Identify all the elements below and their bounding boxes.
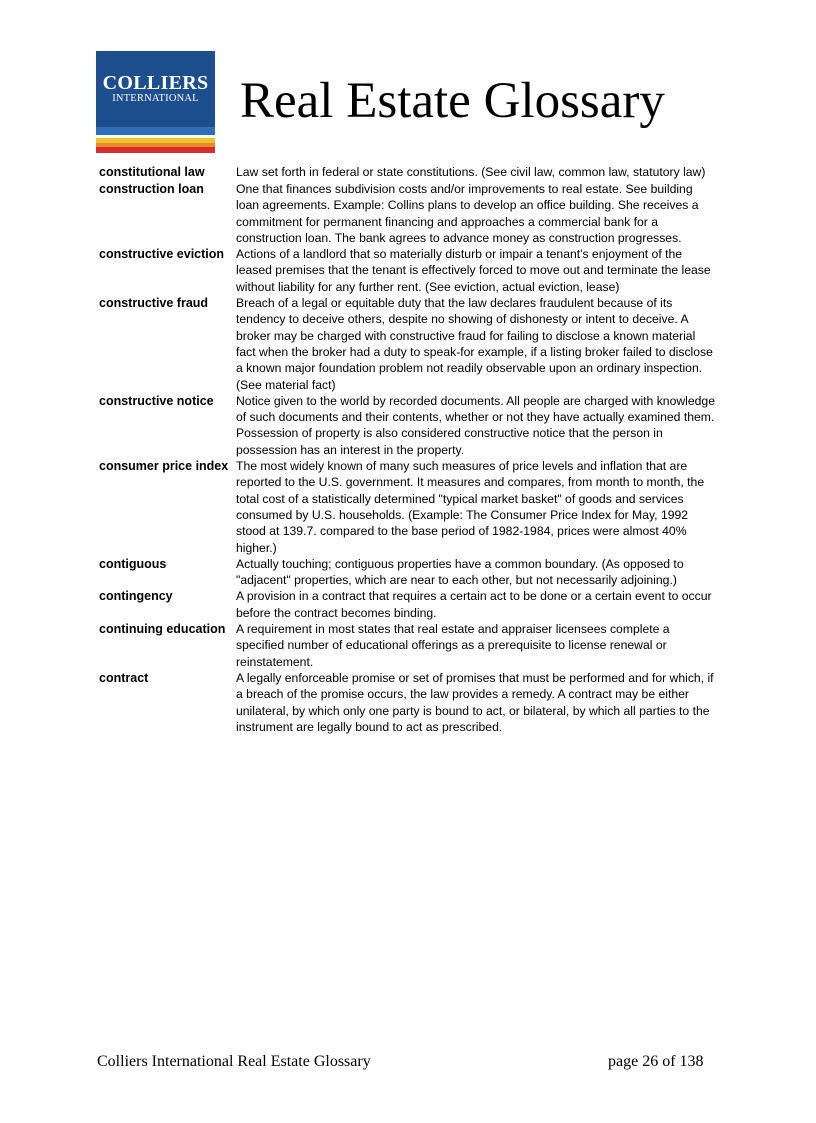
glossary-definition: Actually touching; contiguous properties have a common boundary. (As opposed to "adjacent" properties, which are near to each other, but not necessarily adjoining.) <box>236 556 684 588</box>
glossary-term: constructive eviction <box>99 247 225 262</box>
glossary-entry <box>99 246 719 295</box>
glossary-definition: A requirement in most states that real estate and appraiser licensees complete a specified number of educational offerings as a prerequisite to license renewal or reinstatement. <box>236 622 670 669</box>
glossary-entry <box>99 458 719 556</box>
glossary-list <box>99 164 719 735</box>
glossary-entry <box>99 164 719 181</box>
glossary-entry <box>99 621 719 670</box>
footer-document-title: Colliers International Real Estate Glossary <box>97 1053 371 1070</box>
glossary-definition: A provision in a contract that requires a certain act to be done or a certain event to occur before the contract becomes binding. <box>236 589 712 620</box>
logo-stripe-light-blue <box>96 127 215 135</box>
glossary-term: constitutional law <box>99 165 205 179</box>
glossary-definition: Law set forth in federal or state constitutions. (See civil law, common law, statutory law) <box>236 165 706 179</box>
glossary-term: construction loan <box>99 182 204 196</box>
glossary-term: continuing education <box>99 622 226 637</box>
glossary-entry <box>99 393 719 458</box>
glossary-term: constructive fraud <box>99 296 209 311</box>
colliers-logo <box>96 51 215 153</box>
glossary-definition: One that finances subdivision costs and/or improvements to real estate. See building loan agreements. Example: Collins plans to develop an office building. She receives a commitment for permanent financing and approaches a commercial bank for a construction loan. The bank agrees to advance money as construction progresses. <box>236 182 699 245</box>
glossary-term: consumer price index <box>99 459 229 474</box>
glossary-term: contract <box>99 670 149 685</box>
glossary-entry <box>99 556 719 589</box>
logo-subtitle: INTERNATIONAL <box>112 93 199 104</box>
page-title: Real Estate Glossary <box>240 73 665 129</box>
glossary-definition: A legally enforceable promise or set of promises that must be performed and for which, if a breach of the promise occurs, the law provides a remedy. A contract may be either unilateral, by which only one party is bound to act, or bilateral, by which all parties to the instrument are legally bound to act as prescribed. <box>236 670 714 734</box>
glossary-definition: Breach of a legal or equitable duty that the law declares fraudulent because of its tendency to deceive others, despite no showing of dishonesty or intent to deceive. A broker may be charged with constructive fraud for failing to disclose a known material fact when the broker had a duty to speak-for example, if a listing broker failed to disclose a known major foundation problem not readily observable upon an ordinary inspection. (See material fact) <box>236 296 713 392</box>
glossary-entry <box>99 588 719 621</box>
footer-page-number: page 26 of 138 <box>608 1053 704 1070</box>
glossary-term: constructive notice <box>99 393 214 408</box>
glossary-term: contiguous <box>99 556 167 571</box>
logo-stripe-red <box>96 147 215 153</box>
glossary-entry <box>99 670 719 735</box>
glossary-entry <box>99 295 719 393</box>
glossary-term: contingency <box>99 589 173 604</box>
glossary-definition: Notice given to the world by recorded documents. All people are charged with knowledge of such documents and their contents, whether or not they have actually examined them. Possession of property is also considered constructive notice that the person in possession has an interest in the property. <box>236 393 715 457</box>
logo-wordmark: COLLIERS <box>102 72 209 94</box>
glossary-definition: The most widely known of many such measures of price levels and inflation that are reported to the U.S. government. It measures and compares, from month to month, the total cost of a statistically determined "typical market basket" of goods and services consumed by U.S. households. (Example: The Consumer Price Index for May, 1992 stood at 139.7. compared to the base period of 1982-1984, prices were almost 40% higher.) <box>236 459 705 555</box>
glossary-entry <box>99 181 719 246</box>
glossary-definition: Actions of a landlord that so materially disturb or impair a tenant's enjoyment of the leased premises that the tenant is effectively forced to move out and terminate the lease without liability for any further rent. (See eviction, actual eviction, lease) <box>236 247 711 294</box>
